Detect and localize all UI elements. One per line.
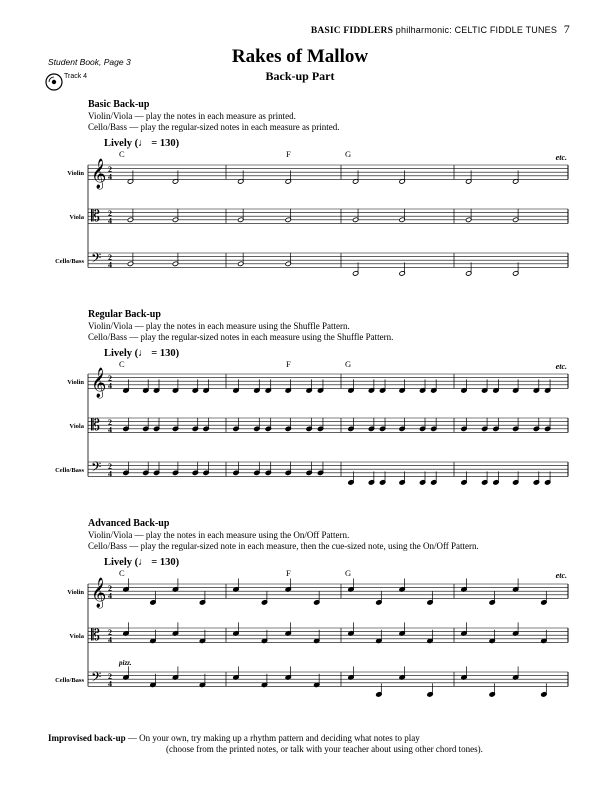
pizz-marking: pizz.: [119, 659, 132, 667]
tempo-marking: Lively (♩ = 130): [104, 138, 180, 149]
time-signature: 2: [108, 462, 112, 471]
treble-clef: 𝄞: [91, 159, 107, 189]
instrument-label: Violin: [67, 170, 84, 177]
time-signature: 4: [108, 216, 112, 226]
series-title: BASIC FIDDLERS: [310, 26, 394, 36]
improvised-text-line2: (choose from the printed notes, or talk with your teacher about using other chord tones).: [166, 744, 483, 754]
instrument-label: Violin: [67, 589, 84, 596]
instrument-label: Viola: [69, 633, 84, 640]
series-subtitle: philharmonic: CELTIC FIDDLE TUNES: [395, 25, 558, 35]
alto-clef: 𝄡: [91, 206, 100, 225]
chord-symbol: C: [119, 568, 125, 578]
treble-clef: 𝄞: [91, 578, 107, 608]
time-signature: 4: [108, 381, 112, 391]
bass-clef: 𝄢: [91, 459, 102, 478]
page-number: 7: [563, 22, 570, 36]
time-signature: 2: [108, 628, 112, 637]
time-signature: 2: [108, 584, 112, 593]
section-instruction: Violin/Viola — play the notes in each measure using the Shuffle Pattern.: [88, 321, 350, 331]
page-subtitle: Back-up Part: [265, 69, 335, 83]
page-title: Rakes of Mallow: [231, 46, 369, 67]
chord-symbol: G: [345, 568, 352, 578]
book-reference: Student Book, Page 3: [48, 57, 131, 67]
chord-symbol: G: [345, 149, 352, 159]
etc-marking: etc.: [555, 362, 567, 371]
tempo-marking: Lively (♩ = 130): [104, 557, 180, 568]
time-signature: 4: [108, 425, 112, 435]
time-signature: 2: [108, 253, 112, 262]
improvised-text: — On your own, try making up a rhythm pattern and deciding what notes to play: [125, 733, 420, 743]
alto-clef: 𝄡: [91, 415, 100, 434]
instrument-label: Cello/Bass: [55, 467, 84, 474]
bass-clef: 𝄢: [91, 669, 102, 688]
section-heading: Advanced Back-up: [88, 518, 170, 529]
time-signature: 4: [108, 679, 112, 689]
etc-marking: etc.: [555, 153, 567, 162]
improvised-label: Improvised back-up: [48, 733, 126, 743]
chord-symbol: G: [345, 359, 352, 369]
chord-symbol: F: [286, 568, 291, 578]
instrument-label: Cello/Bass: [55, 258, 84, 265]
instrument-label: Viola: [69, 423, 84, 430]
section-instruction: Violin/Viola — play the notes in each measure using the On/Off Pattern.: [88, 530, 350, 540]
section-instruction: Cello/Bass — play the regular-sized notes in each measure using the Shuffle Pattern.: [88, 332, 394, 342]
chord-symbol: F: [286, 149, 291, 159]
chord-symbol: F: [286, 359, 291, 369]
section-heading: Basic Back-up: [88, 99, 150, 110]
alto-clef: 𝄡: [91, 625, 100, 644]
instrument-label: Viola: [69, 214, 84, 221]
treble-clef: 𝄞: [91, 368, 107, 398]
improvised-backup-note: [48, 733, 588, 755]
bass-clef: 𝄢: [91, 250, 102, 269]
time-signature: 4: [108, 635, 112, 645]
section-instruction: Cello/Bass — play the regular-sized note in each measure, then the cue-sized note, using the On/Off Pattern.: [88, 541, 479, 551]
time-signature: 2: [108, 209, 112, 218]
time-signature: 2: [108, 418, 112, 427]
section-instruction: Cello/Bass — play the regular-sized notes in each measure as printed.: [88, 122, 340, 132]
instrument-label: Violin: [67, 379, 84, 386]
time-signature: 2: [108, 672, 112, 681]
section-instruction: Violin/Viola — play the notes in each measure as printed.: [88, 111, 296, 121]
time-signature: 2: [108, 165, 112, 174]
time-signature: 4: [108, 591, 112, 601]
time-signature: 4: [108, 260, 112, 270]
chord-symbol: C: [119, 359, 125, 369]
etc-marking: etc.: [555, 571, 567, 580]
instrument-label: Cello/Bass: [55, 677, 84, 684]
chord-symbol: C: [119, 149, 125, 159]
time-signature: 2: [108, 374, 112, 383]
tempo-marking: Lively (♩ = 130): [104, 348, 180, 359]
section-heading: Regular Back-up: [88, 309, 161, 320]
track-label: Track 4: [64, 73, 88, 80]
time-signature: 4: [108, 172, 112, 182]
time-signature: 4: [108, 469, 112, 479]
